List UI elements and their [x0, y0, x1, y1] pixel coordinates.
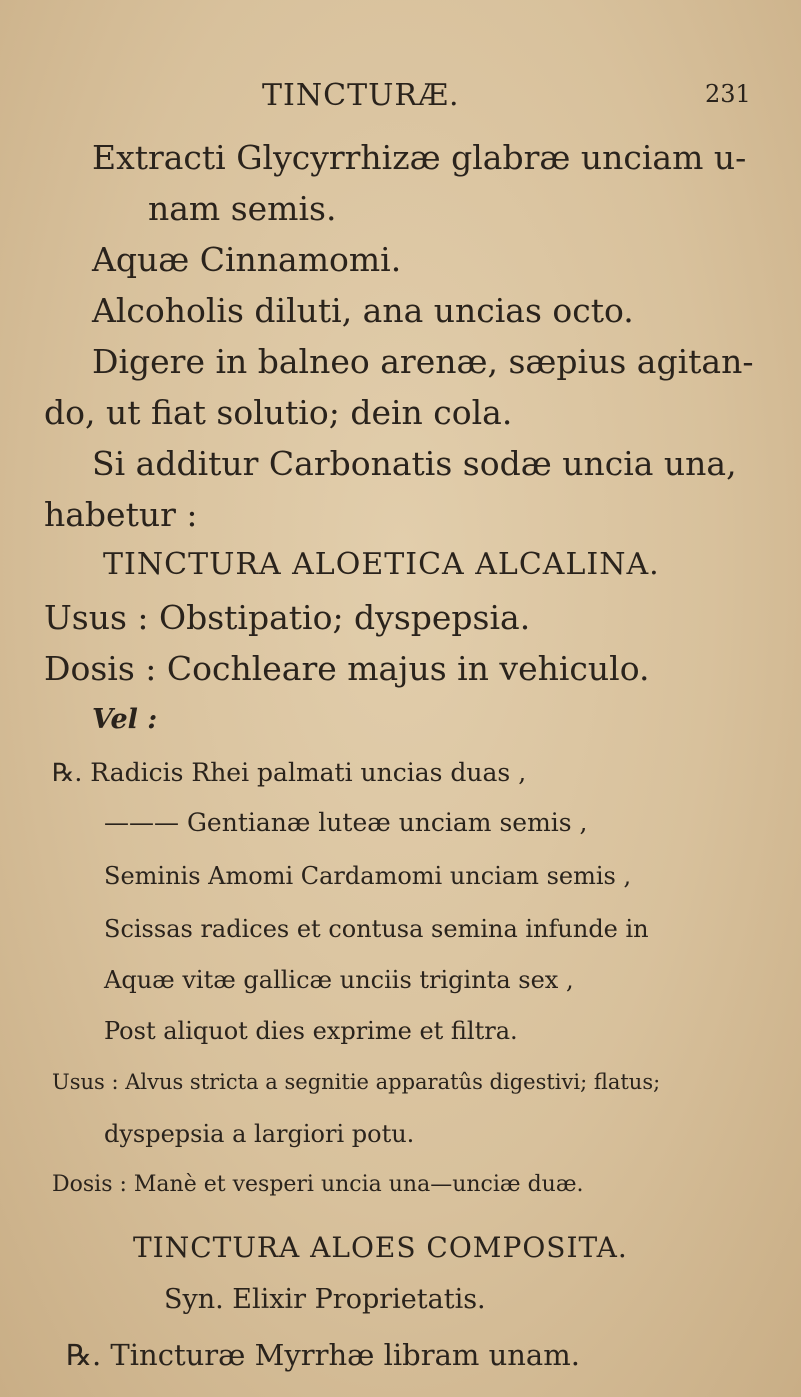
text-line: dyspepsia a largiori potu.: [104, 1120, 415, 1148]
recipe-line: ℞. Radicis Rhei palmati uncias duas ,: [52, 758, 527, 787]
text-line: Digere in balneo arenæ, sæpius agitan-: [92, 342, 754, 381]
text-line: Usus : Alvus stricta a segnitie apparatûs digestivi; flatus;: [52, 1070, 661, 1094]
section-heading: TINCTURA ALOES COMPOSITA.: [133, 1231, 628, 1264]
page-number: 231: [705, 80, 751, 108]
text-line: Extracti Glycyrrhizæ glabræ unciam u-: [92, 138, 747, 177]
text-line: Dosis : Manè et vesperi uncia una—unciæ duæ.: [52, 1172, 584, 1197]
section-heading: TINCTURA ALOETICA ALCALINA.: [103, 547, 660, 582]
text-line: do, ut fiat solutio; dein cola.: [44, 393, 513, 432]
text-line: Alcoholis diluti, ana uncias octo.: [92, 291, 634, 330]
text-line: Vel :: [92, 704, 158, 735]
recipe-line: ℞. Tincturæ Myrrhæ libram unam.: [66, 1338, 580, 1372]
text-line: Si additur Carbonatis sodæ uncia una,: [92, 444, 737, 483]
text-line: Usus : Obstipatio; dyspepsia.: [44, 598, 531, 637]
text-line: nam semis.: [148, 189, 337, 228]
text-line: Syn. Elixir Proprietatis.: [164, 1284, 486, 1315]
running-header: TINCTURÆ.: [262, 78, 460, 113]
recipe-line: Scissas radices et contusa semina infunde in: [104, 915, 649, 943]
text-line: Dosis : Cochleare majus in vehiculo.: [44, 649, 650, 688]
recipe-line: ——— Gentianæ luteæ unciam semis ,: [104, 808, 588, 837]
text-line: habetur :: [44, 495, 198, 534]
recipe-line: Seminis Amomi Cardamomi unciam semis ,: [104, 862, 632, 890]
text-line: Aquæ Cinnamomi.: [92, 240, 402, 279]
recipe-line: Aquæ vitæ gallicæ unciis triginta sex ,: [104, 966, 574, 994]
recipe-line: Post aliquot dies exprime et filtra.: [104, 1017, 518, 1045]
